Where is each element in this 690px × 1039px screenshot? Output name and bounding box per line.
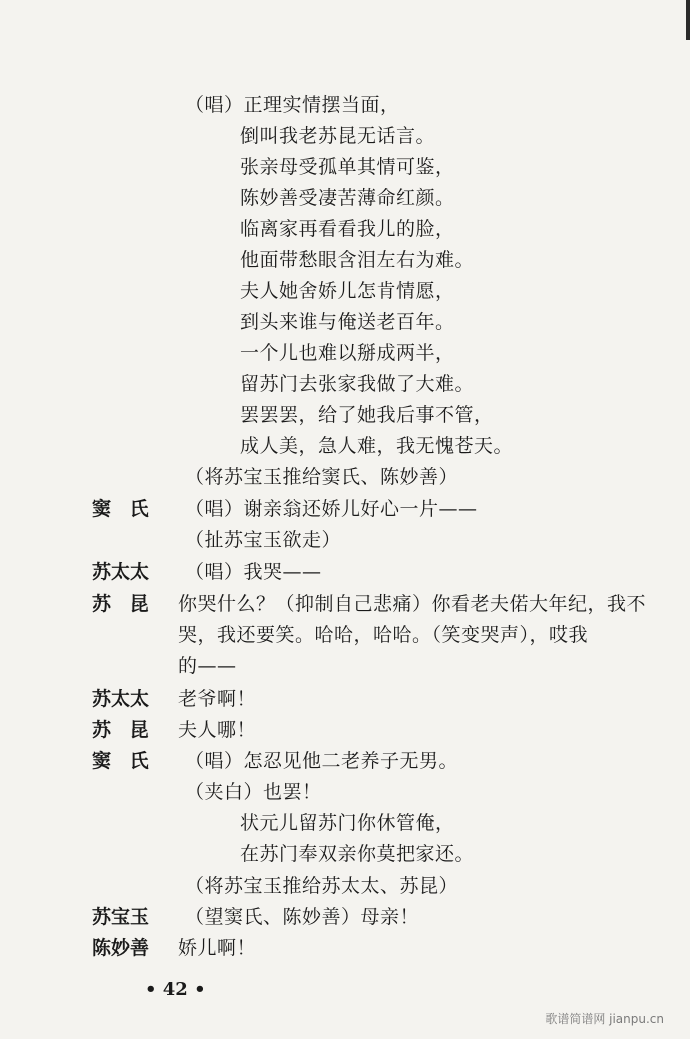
- text-line: 陈妙善受凄苦薄命红颜。: [240, 187, 455, 209]
- stage-direction: （将苏宝玉推给苏太太、苏昆）: [185, 875, 459, 897]
- text-line: （望窦氏、陈妙善）母亲！: [185, 906, 420, 928]
- stage-direction: （扯苏宝玉欲走）: [185, 529, 342, 551]
- text-line: 留苏门去张家我做了大难。: [240, 373, 475, 395]
- text-line: （唱）正理实情摆当面，: [185, 94, 400, 116]
- speaker-label: 苏 昆: [92, 593, 155, 615]
- watermark: 歌谱简谱网 jianpu.cn: [545, 1012, 664, 1026]
- text-line: 他面带愁眼含泪左右为难。: [240, 249, 475, 271]
- text-line: 夫人哪！: [178, 719, 257, 741]
- text-line: 张亲母受孤单其情可鉴，: [240, 156, 455, 178]
- text-line: 在苏门奉双亲你莫把家还。: [240, 843, 475, 865]
- text-line: 娇儿啊！: [178, 937, 257, 959]
- text-line: 到头来谁与俺送老百年。: [240, 311, 455, 333]
- text-line: 临离家再看看我儿的脸，: [240, 218, 455, 240]
- page-number: • 42 •: [145, 979, 206, 1000]
- page-edge-mark: [686, 0, 690, 40]
- speaker-label: 窦 氏: [92, 750, 155, 772]
- speaker-label: 苏宝玉: [92, 906, 150, 928]
- text-line: 一个儿也难以掰成两半，: [240, 342, 455, 364]
- speaker-label: 陈妙善: [92, 937, 150, 959]
- text-line: 状元儿留苏门你休管俺，: [240, 812, 455, 834]
- text-line: 夫人她舍娇儿怎肯情愿，: [240, 280, 455, 302]
- text-line: 哭，我还要笑。哈哈，哈哈。（笑变哭声），哎我: [178, 624, 589, 646]
- text-line: （唱）谢亲翁还娇儿好心一片——: [185, 498, 478, 520]
- speaker-label: 苏太太: [92, 688, 150, 710]
- speaker-label: 窦 氏: [92, 498, 155, 520]
- text-line: （唱）我哭——: [185, 561, 322, 583]
- text-line: 罢罢罢，给了她我后事不管，: [240, 404, 494, 426]
- text-line: 倒叫我老苏昆无话言。: [240, 125, 436, 147]
- text-line: 的——: [178, 655, 237, 677]
- speaker-label: 苏 昆: [92, 719, 155, 741]
- text-line: （夹白）也罢！: [185, 781, 322, 803]
- speaker-label: 苏太太: [92, 561, 150, 583]
- text-line: 老爷啊！: [178, 688, 257, 710]
- stage-direction: （将苏宝玉推给窦氏、陈妙善）: [185, 466, 459, 488]
- text-line: （唱）怎忍见他二老养子无男。: [185, 750, 459, 772]
- text-line: 你哭什么？（抑制自己悲痛）你看老夫偌大年纪，我不: [178, 593, 647, 615]
- text-line: 成人美，急人难，我无愧苍天。: [240, 435, 514, 457]
